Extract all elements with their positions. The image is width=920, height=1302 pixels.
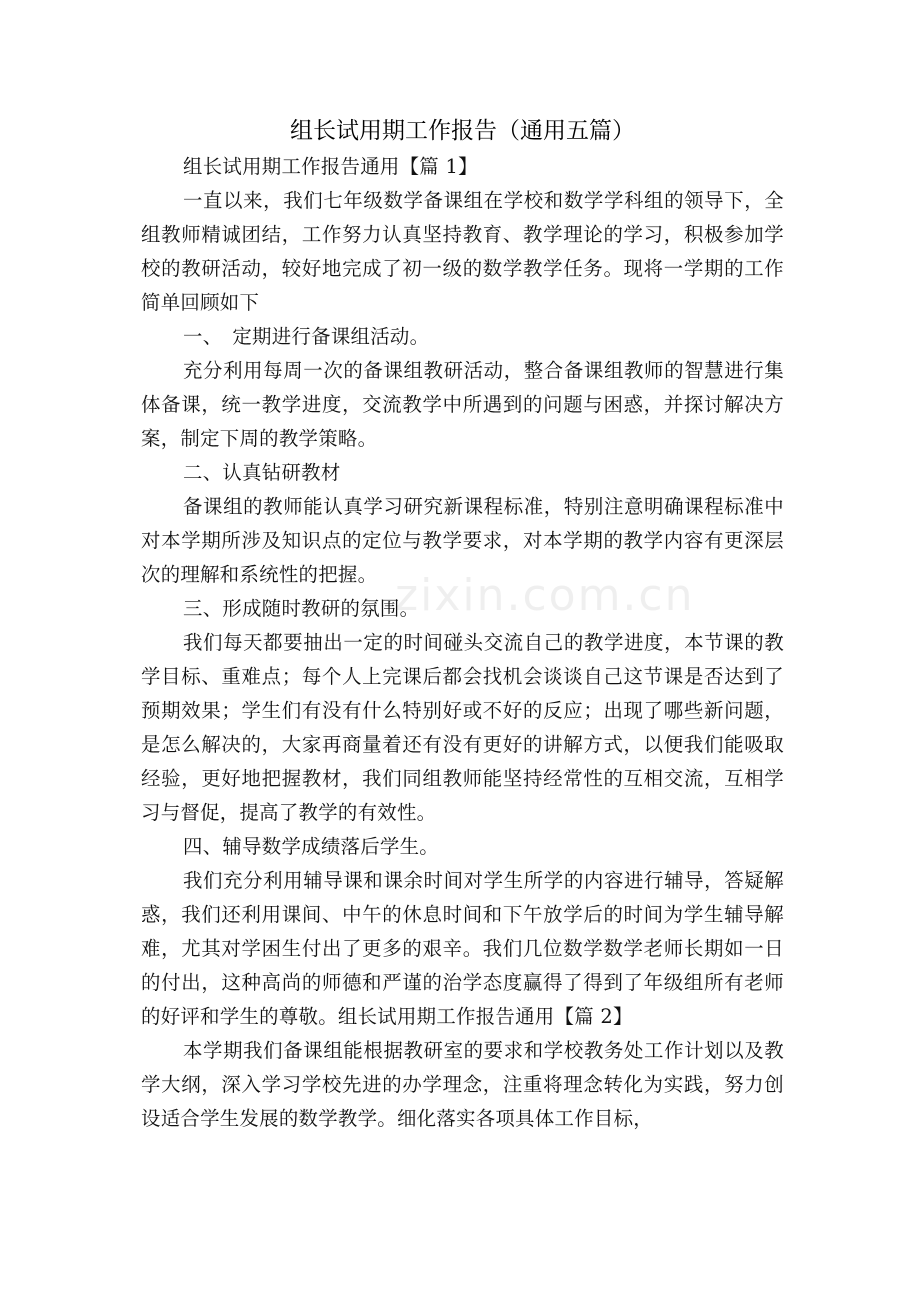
section-heading: 二、认真钻研教材 (183, 461, 341, 484)
paragraph: 我们每天都要抽出一定的时间碰头交流自己的教学进度，本节课的教学目标、重难点；每个人上完课后都会找机会谈谈自己这节课是否达到了预期效果；学生们有没有什么特别好或不好的反应；出现了哪些新问题，是怎么解决的，大家再商量着还有没有更好的讲解方式，以便我们能吸取经验，更好地把握教材，我们同组教师能坚持经常性的互相交流，互相学习与督促，提高了教学的有效性。 (141, 631, 784, 824)
document-body (141, 112, 784, 1136)
section-heading: 组长试用期工作报告通用【篇 1】 (183, 155, 478, 178)
section-heading: 一、 定期进行备课组活动。 (183, 325, 430, 348)
paragraph: 我们充分利用辅导课和课余时间对学生所学的内容进行辅导，答疑解惑，我们还利用课间、中午的休息时间和下午放学后的时间为学生辅导解难，尤其对学困生付出了更多的艰辛。我们几位数学数学老师长期如一日的付出，这种高尚的师德和严谨的治学态度赢得了得到了年级组所有老师的好评和学生的尊敬。组长试用期工作报告通用【篇 2】 (141, 869, 784, 1028)
paragraph: 备课组的教师能认真学习研究新课程标准，特别注意明确课程标准中对本学期所涉及知识点的定位与教学要求，对本学期的教学内容有更深层次的理解和系统性的把握。 (141, 495, 784, 586)
paragraph: 一直以来，我们七年级数学备课组在学校和数学学科组的领导下，全组教师精诚团结，工作努力认真坚持教育、教学理论的学习，积极参加学校的教研活动，较好地完成了初一级的数学教学任务。现将一学期的工作简单回顾如下 (141, 189, 784, 314)
section-heading: 四、辅导数学成绩落后学生。 (183, 835, 439, 858)
document-title: 组长试用期工作报告（通用五篇） (290, 118, 635, 144)
paragraph: 充分利用每周一次的备课组教研活动，整合备课组教师的智慧进行集体备课，统一教学进度，交流教学中所遇到的问题与困惑，并探讨解决方案，制定下周的教学策略。 (141, 359, 784, 450)
watermark: zixin.com.cn (395, 570, 695, 621)
paragraph: 本学期我们备课组能根据教研室的要求和学校教务处工作计划以及教学大纲，深入学习学校先进的办学理念，注重将理念转化为实践，努力创设适合学生发展的数学教学。细化落实各项具体工作目标， (141, 1039, 784, 1130)
section-heading: 三、形成随时教研的氛围。 (183, 597, 420, 620)
